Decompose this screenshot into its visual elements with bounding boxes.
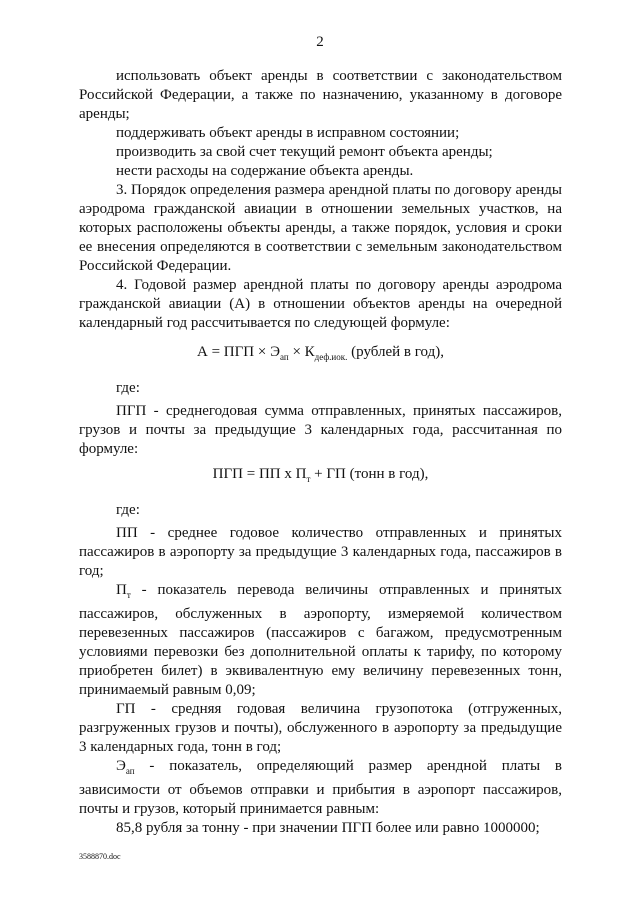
paragraph: $П_т$ - показатель перевода величины отправленных и принятых пассажиров, обслуженных в аэропорту, измеряемой количеством перевезенных пассажиров (пассажиров с багажом, предусмотренным условиями перевозки без дополнительной оплаты к тарифу, по которому приобретен билет) в эквивалентную ему величину перевезенных тонн, принимаемый равным 0,09; <box>79 582 562 698</box>
formula-rent: А = ПГП × $Э_{ап} \times К_{деф.иок.}$ (рублей в год), <box>197 344 444 362</box>
paragraph: ПГП - среднегодовая сумма отправленных, принятых пассажиров, грузов и почты за предыдущие 3 календарных года, рассчитанная по формуле: <box>79 403 562 457</box>
paragraph: ГП - средняя годовая величина грузопотока (отгруженных, разгруженных грузов и почты), обслуженного в аэропорту за предыдущие 3 календарных года, тонн в год; <box>79 701 562 755</box>
where-label: где: <box>116 502 140 518</box>
paragraph: поддерживать объект аренды в исправном состоянии; <box>116 125 460 141</box>
paragraph: нести расходы на содержание объекта аренды. <box>116 163 414 179</box>
where-label: где: <box>116 380 140 396</box>
paragraph: ПП - среднее годовое количество отправленных и принятых пассажиров в аэропорту за предыдущие 3 календарных года, пассажиров в год; <box>79 525 562 579</box>
footer-filename: 3588870.doc <box>79 852 121 861</box>
paragraph: $Э_{ап}$ - показатель, определяющий размер арендной платы в зависимости от объемов отправки и прибытия в аэропорт пассажиров, почты и грузов, который принимается равным: <box>79 758 562 817</box>
paragraph: производить за свой счет текущий ремонт объекта аренды; <box>116 144 493 160</box>
document-body <box>79 67 562 838</box>
paragraph: 85,8 рубля за тонну - при значении ПГП более или равно 1000000; <box>116 820 540 836</box>
page-number: 2 <box>316 34 324 50</box>
paragraph: 3. Порядок определения размера арендной платы по договору аренды аэродрома гражданской авиации в отношении земельных участков, на которых расположены объекты аренды, а также порядок, условия и сроки ее внесения определяются в соответствии с земельным законодательством Российской Федерации. <box>79 182 562 274</box>
formula-pgp: ПГП = ПП х $П_т$ + ГП (тонн в год), <box>212 466 429 484</box>
paragraph: использовать объект аренды в соответствии с законодательством Российской Федерации, а также по назначению, указанному в договоре аренды; <box>79 68 562 122</box>
paragraph: 4. Годовой размер арендной платы по договору аренды аэродрома гражданской авиации (А) в отношении объектов аренды на очередной календарный год рассчитывается по следующей формуле: <box>79 277 562 331</box>
